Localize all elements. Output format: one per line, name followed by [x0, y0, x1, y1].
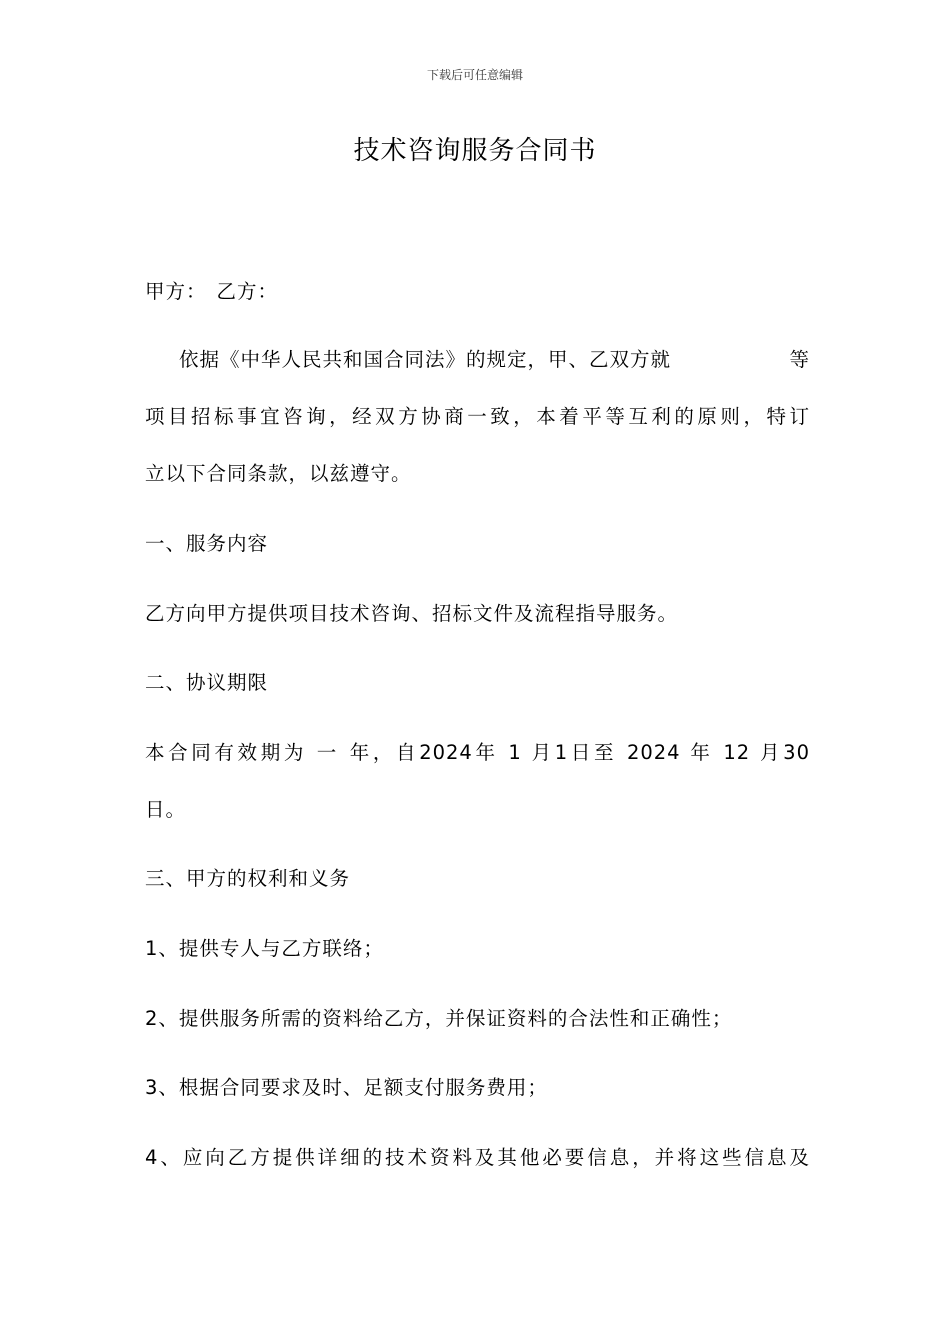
document-title: 技术咨询服务合同书 [353, 136, 597, 166]
party-a-label: 甲方： [145, 280, 207, 303]
intro-line-2: 项目招标事宜咨询，经双方协商一致，本着平等互利的原则，特订 [145, 405, 810, 428]
intro-line-1-end: 等 [789, 348, 810, 371]
section-2-heading: 二、协议期限 [145, 671, 269, 694]
party-b-label: 乙方： [216, 280, 279, 303]
intro-line-3: 立以下合同条款，以兹遵守。 [145, 462, 412, 485]
section-3-item: 3、根据合同要求及时、足额支付服务费用； [145, 1076, 548, 1099]
intro-line-1 [145, 345, 810, 375]
section-1-body: 乙方向甲方提供项目技术咨询、招标文件及流程指导服务。 [145, 602, 679, 625]
section-3-heading: 三、甲方的权利和义务 [145, 867, 351, 890]
section-2-body-line-1: 本合同有效期为 一 年，自2024年 1 月1日至 2024 年 12 月30 [145, 741, 810, 764]
header-note: 下载后可任意编辑 [426, 68, 523, 82]
section-3-item: 2、提供服务所需的资料给乙方，并保证资料的合法性和正确性； [145, 1007, 733, 1030]
section-3-item: 1、提供专人与乙方联络； [145, 937, 384, 960]
section-2-body-line-2: 日。 [145, 798, 187, 821]
intro-line-1-text: 依据《中华人民共和国合同法》的规定，甲、乙双方就 [179, 348, 672, 371]
section-3-item: 4、应向乙方提供详细的技术资料及其他必要信息，并将这些信息及 [145, 1146, 810, 1169]
parties-line [145, 277, 810, 307]
section-1-heading: 一、服务内容 [145, 532, 269, 555]
